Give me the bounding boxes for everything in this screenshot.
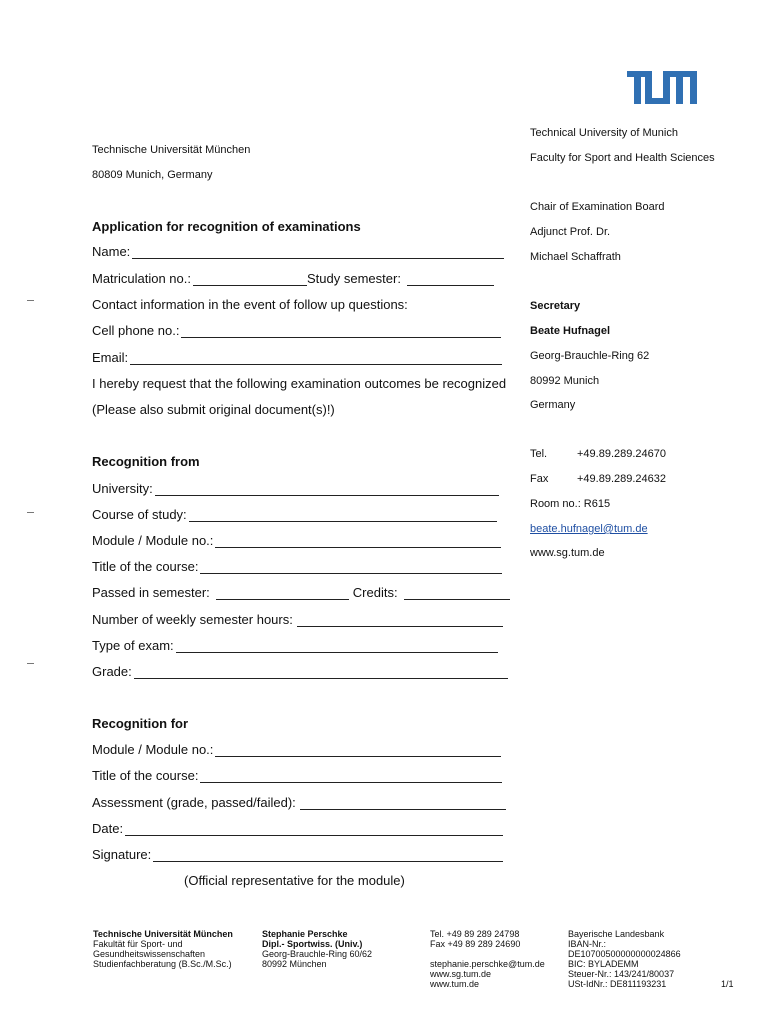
module-for-field[interactable] bbox=[92, 742, 501, 757]
footer-col4-line-6: USt-IdNr.: DE811193231 bbox=[568, 979, 667, 989]
official-representative-note: (Official representative for the module) bbox=[184, 873, 405, 888]
exam-type-field[interactable] bbox=[92, 638, 498, 653]
module-for-label: Module / Module no.: bbox=[92, 742, 214, 757]
recognition-from-heading: Recognition from bbox=[92, 454, 200, 469]
room-number: Room no.: R615 bbox=[530, 498, 611, 510]
footer-col3-line-2: Fax +49 89 289 24690 bbox=[430, 939, 521, 949]
course-title-for-input-line[interactable] bbox=[200, 771, 502, 783]
right-street: Georg-Brauchle-Ring 62 bbox=[530, 350, 650, 362]
passed-semester-input-line[interactable] bbox=[216, 588, 349, 600]
course-title-for-field[interactable] bbox=[92, 768, 502, 783]
course-title-for-label: Title of the course: bbox=[92, 768, 199, 783]
weekly-hours-label: Number of weekly semester hours: bbox=[92, 612, 293, 627]
matriculation-field[interactable] bbox=[92, 271, 494, 286]
grade-input-line[interactable] bbox=[134, 667, 508, 679]
grade-label: Grade: bbox=[92, 664, 132, 679]
recognition-for-heading: Recognition for bbox=[92, 716, 189, 731]
page-number: 1/1 bbox=[721, 979, 734, 989]
footer-col3-line-5: www.sg.tum.de bbox=[430, 969, 492, 979]
footer-col4-line-5: Steuer-Nr.: 143/241/80037 bbox=[568, 969, 675, 979]
form-heading: Application for recognition of examinations bbox=[92, 219, 361, 234]
semester-input-line[interactable] bbox=[407, 274, 494, 286]
footer-column-bank bbox=[568, 929, 681, 989]
tum-logo bbox=[627, 71, 697, 104]
credits-label: Credits: bbox=[352, 585, 398, 600]
tel-value: +49.89.289.24670 bbox=[577, 448, 667, 460]
footer-col2-line-1: Stephanie Perschke bbox=[262, 929, 348, 939]
footer-col1-line-1: Technische Universität München bbox=[93, 929, 233, 939]
cell-phone-label: Cell phone no.: bbox=[92, 323, 180, 338]
exam-type-input-line[interactable] bbox=[176, 641, 498, 653]
email-label: Email: bbox=[92, 350, 129, 365]
credits-input-line[interactable] bbox=[404, 588, 510, 600]
right-chair: Chair of Examination Board bbox=[530, 201, 665, 213]
website: www.sg.tum.de bbox=[530, 547, 605, 559]
sender-line-1: Technische Universität München bbox=[92, 144, 251, 156]
date-label: Date: bbox=[92, 821, 124, 836]
course-of-study-label: Course of study: bbox=[92, 507, 187, 522]
secretary-name: Beate Hufnagel bbox=[530, 325, 611, 337]
matriculation-label: Matriculation no.: bbox=[92, 271, 191, 286]
right-faculty: Faculty for Sport and Health Sciences bbox=[530, 152, 715, 164]
footer-col4-line-2: IBAN-Nr.: bbox=[568, 939, 607, 949]
course-of-study-field[interactable] bbox=[92, 507, 497, 522]
fax-value: +49.89.289.24632 bbox=[577, 473, 667, 485]
tel-label: Tel. bbox=[530, 448, 548, 460]
name-field[interactable] bbox=[92, 244, 504, 259]
email-input-line[interactable] bbox=[130, 353, 502, 365]
name-label: Name: bbox=[92, 244, 131, 259]
assessment-label: Assessment (grade, passed/failed): bbox=[92, 795, 296, 810]
university-label: University: bbox=[92, 481, 153, 496]
right-name: Michael Schaffrath bbox=[530, 251, 621, 263]
right-title: Adjunct Prof. Dr. bbox=[530, 226, 611, 238]
passed-semester-label: Passed in semester: bbox=[92, 585, 210, 600]
cell-phone-input-line[interactable] bbox=[181, 326, 501, 338]
signature-label: Signature: bbox=[92, 847, 152, 862]
fold-mark-middle bbox=[27, 512, 34, 513]
university-field[interactable] bbox=[92, 481, 499, 496]
exam-type-label: Type of exam: bbox=[92, 638, 174, 653]
module-from-label: Module / Module no.: bbox=[92, 533, 214, 548]
course-of-study-input-line[interactable] bbox=[189, 510, 497, 522]
grade-field[interactable] bbox=[92, 664, 508, 679]
footer-col4-line-4: BIC: BYLADEMM bbox=[568, 959, 639, 969]
university-input-line[interactable] bbox=[155, 484, 499, 496]
footer-col3-spacer bbox=[430, 949, 545, 959]
footer-col2-line-3: Georg-Brauchle-Ring 60/62 bbox=[262, 949, 373, 959]
assessment-field[interactable] bbox=[92, 795, 506, 810]
footer-col4-line-3: DE10700500000000024866 bbox=[568, 949, 681, 959]
semester-label: Study semester: bbox=[307, 271, 401, 286]
module-for-input-line[interactable] bbox=[215, 745, 501, 757]
contact-note: Contact information in the event of follow up questions: bbox=[92, 297, 408, 312]
module-from-input-line[interactable] bbox=[215, 536, 501, 548]
footer-column-university bbox=[93, 929, 233, 969]
sender-line-2: 80809 Munich, Germany bbox=[92, 169, 213, 181]
footer-col2-line-2: Dipl.- Sportwiss. (Univ.) bbox=[262, 939, 363, 949]
name-input-line[interactable] bbox=[132, 247, 504, 259]
date-input-line[interactable] bbox=[125, 824, 503, 836]
footer-col3-line-1: Tel. +49 89 289 24798 bbox=[430, 929, 520, 939]
fold-mark-bottom bbox=[27, 663, 34, 664]
footer-column-contact-person bbox=[262, 929, 372, 969]
date-field[interactable] bbox=[92, 821, 503, 836]
footer-col2-line-4: 80992 München bbox=[262, 959, 327, 969]
email-link[interactable]: beate.hufnagel@tum.de bbox=[530, 523, 648, 535]
weekly-hours-field[interactable] bbox=[92, 612, 503, 627]
signature-field[interactable] bbox=[92, 847, 503, 862]
right-city: 80992 Munich bbox=[530, 375, 600, 387]
footer-column-phone-web bbox=[430, 929, 545, 989]
course-title-from-label: Title of the course: bbox=[92, 559, 199, 574]
footer-col3-line-4: stephanie.perschke@tum.de bbox=[430, 959, 545, 969]
right-country: Germany bbox=[530, 399, 576, 411]
request-text: I hereby request that the following examination outcomes be recognized bbox=[92, 376, 507, 391]
assessment-input-line[interactable] bbox=[300, 798, 506, 810]
right-university: Technical University of Munich bbox=[530, 127, 678, 139]
fold-mark-top bbox=[27, 300, 34, 301]
footer-col1-line-3: Gesundheitswissenschaften bbox=[93, 949, 206, 959]
cell-phone-field[interactable] bbox=[92, 323, 501, 338]
fax-label: Fax bbox=[530, 473, 549, 485]
course-title-from-field[interactable] bbox=[92, 559, 502, 574]
module-from-field[interactable] bbox=[92, 533, 501, 548]
signature-input-line[interactable] bbox=[153, 850, 503, 862]
footer-col1-line-4: Studienfachberatung (B.Sc./M.Sc.) bbox=[93, 959, 232, 969]
footer-col1-line-2: Fakultät für Sport- und bbox=[93, 939, 183, 949]
email-field[interactable] bbox=[92, 350, 502, 365]
footer-col3-line-6: www.tum.de bbox=[430, 979, 480, 989]
submit-note: (Please also submit original document(s)!) bbox=[92, 402, 335, 417]
weekly-hours-input-line[interactable] bbox=[297, 615, 503, 627]
passed-semester-field[interactable] bbox=[92, 585, 510, 600]
matriculation-input-line[interactable] bbox=[193, 274, 307, 286]
secretary-label: Secretary bbox=[530, 300, 581, 312]
footer-col4-line-1: Bayerische Landesbank bbox=[568, 929, 665, 939]
course-title-from-input-line[interactable] bbox=[200, 562, 502, 574]
